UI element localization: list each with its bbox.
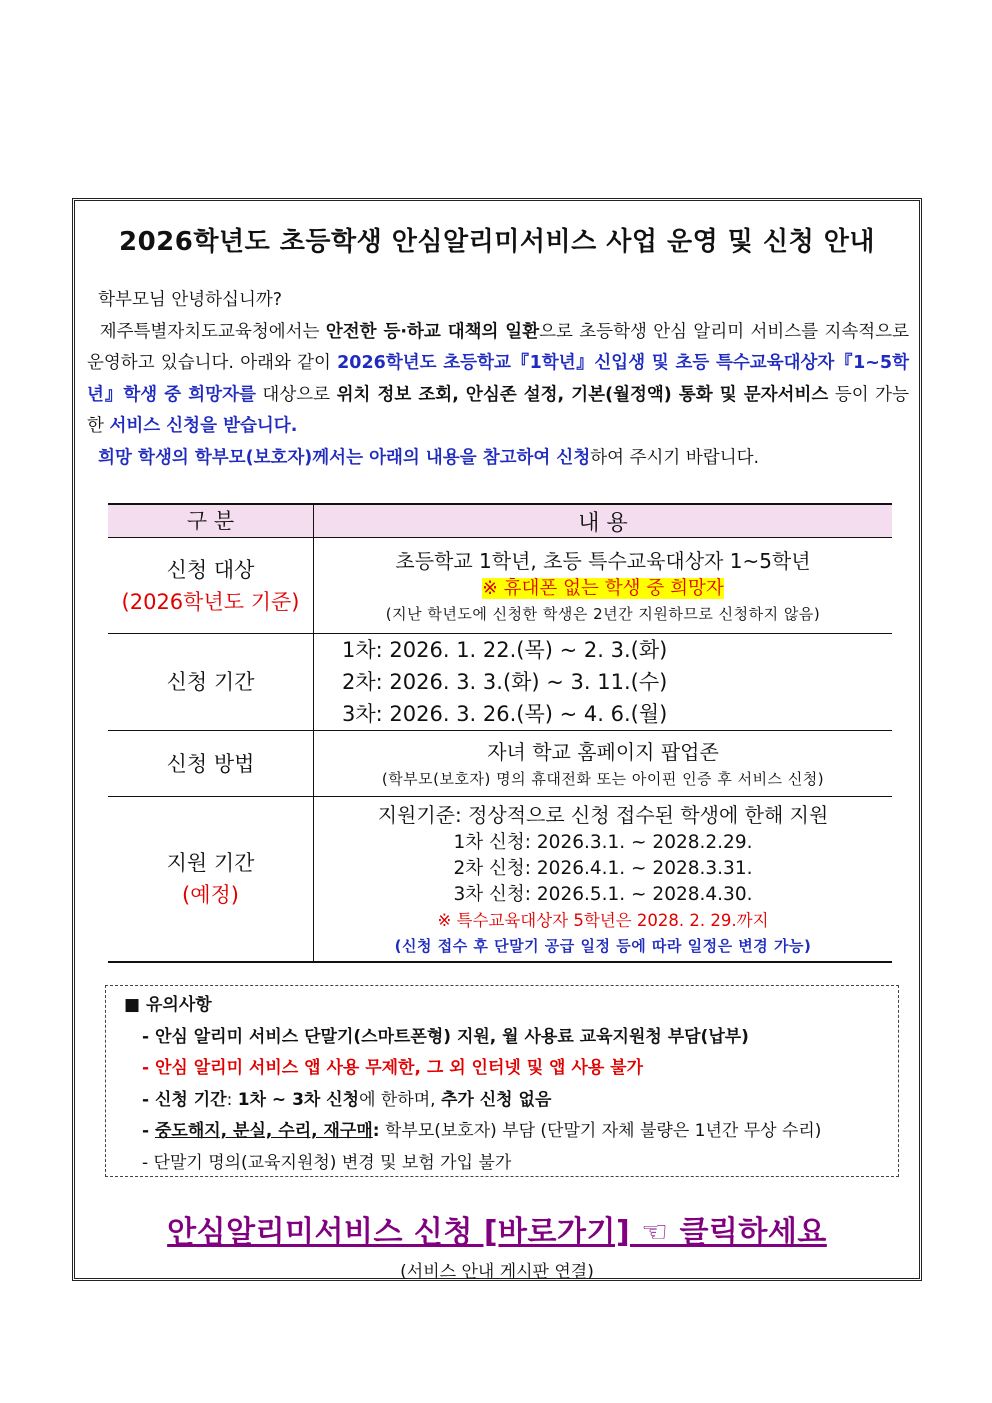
method-content: [314, 731, 893, 797]
intro-target-text: 2026학년도 초등학교『1학년』신입생 및 초등 특수교육대상자『1~5학년』학생 중 희망자를: [87, 353, 909, 405]
note-text: - 신청 기간: [142, 1089, 227, 1110]
note-text: :: [372, 1121, 380, 1141]
support-label: 지원 기간: [166, 850, 255, 875]
target-line1: 초등학교 1학년, 초등 특수교육대상자 1~5학년: [395, 548, 811, 573]
row-target: [108, 538, 892, 634]
note-text: 학부모(보호자) 부담 (단말기 자체 불량은 1년간 무상 수리): [379, 1121, 822, 1141]
intro-request-text: 희망 학생의 학부모(보호자)께서는 아래의 내용을 참고하여 신청: [98, 447, 591, 468]
intro-services-text: 위치 정보 조회, 안심존 설정, 기본(월정액) 통화 및 문자서비스: [336, 384, 829, 405]
note-item: - 안심 알리미 서비스 앱 사용 무제한, 그 외 인터넷 및 앱 사용 불가: [142, 1058, 644, 1078]
target-label-sub: (2026학년도 기준): [121, 589, 300, 614]
intro-request: [87, 443, 909, 475]
note-text: 추가 신청 없음: [441, 1089, 552, 1110]
method-line1: 자녀 학교 홈페이지 팝업존: [487, 739, 719, 764]
intro-text-a: 제주특별자치도교육청에서는: [99, 321, 326, 342]
note-text: 중도해지, 분실, 수리, 재구매: [154, 1121, 373, 1141]
notes-box: [105, 985, 899, 1177]
intro-text-g: 등이 가능한: [87, 384, 909, 436]
period-round1: 1차: 2026. 1. 22.(목) ~ 2. 3.(화): [342, 638, 668, 662]
support-round1: 1차 신청: 2026.3.1. ~ 2028.2.29.: [453, 831, 753, 853]
row-method: [108, 731, 892, 797]
row-period: [108, 634, 892, 731]
note-item: - 단말기 명의(교육지원청) 변경 및 보험 가입 불가: [142, 1152, 512, 1173]
greeting: [87, 285, 909, 317]
support-round2: 2차 신청: 2026.4.1. ~ 2028.3.31.: [453, 857, 753, 879]
target-label: 신청 대상: [166, 557, 255, 582]
note-text: 1차 ~ 3차 신청: [237, 1089, 360, 1110]
apply-link-subtext: (서비스 안내 게시판 연결): [400, 1262, 594, 1282]
method-line2: (학부모(보호자) 명의 휴대전화 또는 아이핀 인증 후 서비스 신청): [381, 769, 825, 788]
note-item: - 안심 알리미 서비스 단말기(스마트폰형) 지원, 월 사용료 교육지원청 부담(납부): [142, 1026, 749, 1047]
period-round3: 3차: 2026. 3. 26.(목) ~ 4. 6.(월): [342, 702, 668, 726]
target-highlight: ※ 휴대폰 없는 학생 중 희망자: [482, 577, 724, 599]
note-text: -: [142, 1121, 155, 1141]
support-content: [314, 797, 893, 962]
table-header-row: [108, 504, 892, 538]
period-label: 신청 기간: [108, 634, 314, 731]
target-note: (지난 학년도에 신청한 학생은 2년간 지원하므로 신청하지 않음): [385, 604, 821, 623]
intro-text-e: 대상으로: [255, 384, 337, 405]
intro-text: [87, 285, 909, 474]
support-note-blue: (신청 접수 후 단말기 공급 일정 등에 따라 일정은 변경 가능): [394, 936, 812, 955]
method-label: 신청 방법: [108, 731, 314, 797]
period-content: [314, 634, 893, 731]
header-content: 내 용: [314, 504, 893, 538]
note-text: :: [226, 1089, 238, 1110]
support-round3: 3차 신청: 2026.5.1. ~ 2028.4.30.: [453, 883, 753, 905]
page-title: 2026학년도 초등학생 안심알리미서비스 사업 운영 및 신청 안내: [118, 227, 875, 257]
support-label-sub: (예정): [182, 882, 239, 907]
target-content: [314, 538, 893, 634]
intro-text-c: 으로 초등학생 안심 알리미 서비스를 지속적으로 운영하고 있습니다. 아래와 같이: [87, 321, 909, 373]
intro-paragraph: [87, 317, 909, 443]
notes-heading: ■ 유의사항: [124, 995, 212, 1015]
note-item: [124, 1116, 898, 1148]
greeting-text: 학부모님 안녕하십니까?: [98, 290, 283, 310]
row-support: [108, 797, 892, 962]
notice-frame: [72, 198, 922, 1281]
note-item: [124, 1085, 898, 1117]
support-label-cell: [108, 797, 314, 962]
support-line1: 지원기준: 정상적으로 신청 접수된 학생에 한해 지원: [377, 802, 829, 827]
intro-apply-text: 서비스 신청을 받습니다.: [109, 416, 298, 436]
info-table: [108, 503, 892, 963]
target-label-cell: [108, 538, 314, 634]
support-note-red: ※ 특수교육대상자 5학년은 2028. 2. 29.까지: [437, 910, 769, 930]
intro-text-b: 안전한 등·하교 대책의 일환: [325, 321, 540, 342]
period-round2: 2차: 2026. 3. 3.(화) ~ 3. 11.(수): [342, 670, 668, 694]
header-category: 구 분: [108, 504, 314, 538]
intro-request-end: 하여 주시기 바랍니다.: [590, 447, 760, 468]
note-text: 에 한하며,: [359, 1089, 441, 1110]
apply-link[interactable]: 안심알리미서비스 신청 [바로가기] ☜ 클릭하세요: [167, 1215, 827, 1250]
